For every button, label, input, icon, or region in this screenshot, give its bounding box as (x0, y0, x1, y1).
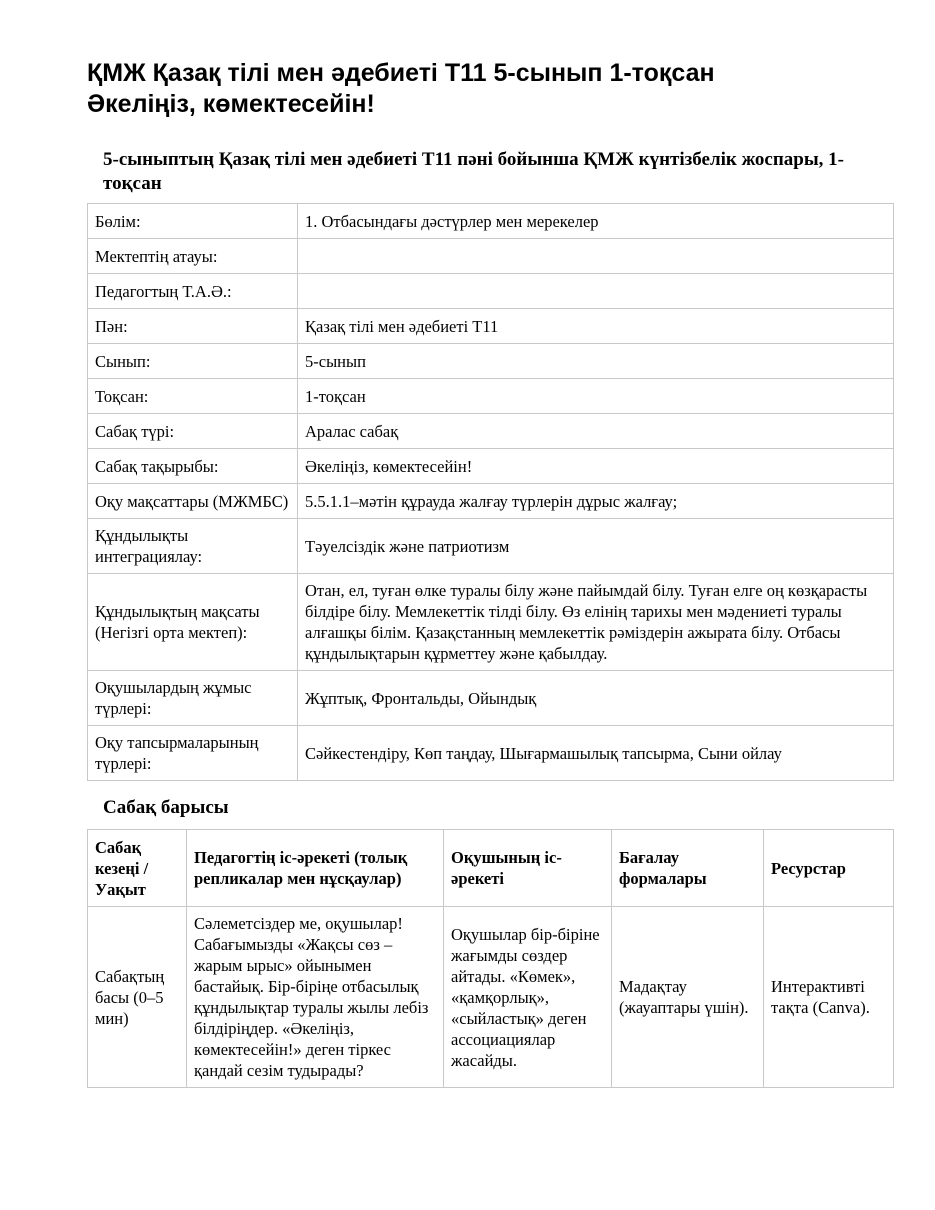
document-title (87, 58, 893, 120)
column-header-stage: Сабақ кезеңі / Уақыт (88, 830, 187, 907)
column-header-assessment: Бағалау формалары (612, 830, 764, 907)
info-label: Пән: (88, 309, 298, 344)
info-label: Оқу тапсырмаларының түрлері: (88, 726, 298, 781)
table-row (88, 379, 894, 414)
document-title-line2: Әкеліңіз, көмектесейін! (87, 90, 375, 118)
document-title-line1: ҚМЖ Қазақ тілі мен әдебиеті Т11 5-сынып 1-тоқсан (87, 59, 715, 87)
info-value: Аралас сабақ (298, 414, 894, 449)
info-label: Тоқсан: (88, 379, 298, 414)
info-label: Мектептің атауы: (88, 239, 298, 274)
info-label: Құндылықты интеграциялау: (88, 519, 298, 574)
info-value: Әкеліңіз, көмектесейін! (298, 449, 894, 484)
info-value: Отан, ел, туған өлке туралы білу және пайымдай білу. Туған елге оң көзқарасты білдіре білу. Мемлекеттік тілді білу. Өз елінің тарихы мен мәдениеті туралы алғашқы білім. Қазақстанның мемлекеттік рәміздерін ажырата білу. Отбасы құндылықтарын құрметтеу және қабылдау. (298, 574, 894, 671)
info-value: Сәйкестендіру, Көп таңдау, Шығармашылық тапсырма, Сыни ойлау (298, 726, 894, 781)
table-row (88, 671, 894, 726)
table-row (88, 484, 894, 519)
table-row (88, 309, 894, 344)
info-label: Педагогтың Т.А.Ә.: (88, 274, 298, 309)
info-value (298, 274, 894, 309)
table-row (88, 239, 894, 274)
table-row (88, 274, 894, 309)
column-header-teacher: Педагогтің іс-әрекеті (толық репликалар мен нұсқаулар) (187, 830, 444, 907)
table-row (88, 519, 894, 574)
column-header-resources: Ресурстар (764, 830, 894, 907)
teacher-cell: Сәлеметсіздер ме, оқушылар! Сабағымызды «Жақсы сөз – жарым ырыс» ойынымен бастайық. Бір-біріңе отбасылық құндылықтар туралы жылы лебіз білдіріңдер. «Әкеліңіз, көмектесейін!» деген тіркес қандай сезім тудырады? (187, 907, 444, 1088)
document-page (87, 58, 893, 1088)
info-label: Сабақ тақырыбы: (88, 449, 298, 484)
info-value: Тәуелсіздік және патриотизм (298, 519, 894, 574)
info-value (298, 239, 894, 274)
column-header-student: Оқушының іс-әрекеті (444, 830, 612, 907)
table-header-row (88, 830, 894, 907)
student-cell: Оқушылар бір-біріне жағымды сөздер айтады. «Көмек», «қамқорлық», «сыйластық» деген ассоциациялар жасайды. (444, 907, 612, 1088)
info-value: Жұптық, Фронтальды, Ойындық (298, 671, 894, 726)
info-label: Бөлім: (88, 204, 298, 239)
plan-heading: 5-сыныптың Қазақ тілі мен әдебиеті Т11 пәні бойынша ҚМЖ күнтізбелік жоспары, 1-тоқсан (103, 149, 845, 194)
table-row (88, 574, 894, 671)
info-label: Құндылықтың мақсаты (Негізгі орта мектеп): (88, 574, 298, 671)
info-label: Оқу мақсаттары (МЖМБС) (88, 484, 298, 519)
info-value: 5.5.1.1–мәтін құрауда жалғау түрлерін дұрыс жалғау; (298, 484, 894, 519)
info-value: 1-тоқсан (298, 379, 894, 414)
resources-cell: Интерактивті тақта (Canva). (764, 907, 894, 1088)
info-label: Сабақ түрі: (88, 414, 298, 449)
lesson-heading: Сабақ барысы (103, 797, 229, 818)
lesson-info-table (87, 203, 894, 781)
table-row (88, 204, 894, 239)
table-row (88, 344, 894, 379)
info-label: Сынып: (88, 344, 298, 379)
stage-cell: Сабақтың басы (0–5 мин) (88, 907, 187, 1088)
info-value: 1. Отбасындағы дәстүрлер мен мерекелер (298, 204, 894, 239)
lesson-process-table (87, 829, 894, 1088)
info-value: 5-сынып (298, 344, 894, 379)
table-row (88, 449, 894, 484)
table-row (88, 414, 894, 449)
info-value: Қазақ тілі мен әдебиеті Т11 (298, 309, 894, 344)
info-label: Оқушылардың жұмыс түрлері: (88, 671, 298, 726)
assessment-cell: Мадақтау (жауаптары үшін). (612, 907, 764, 1088)
table-row (88, 907, 894, 1088)
table-row (88, 726, 894, 781)
